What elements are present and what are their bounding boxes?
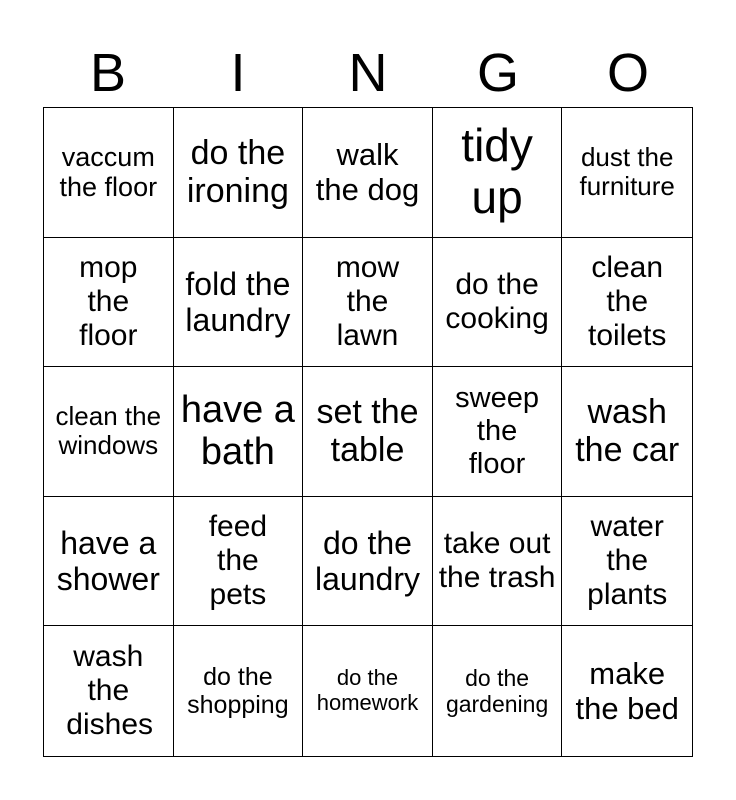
cell-text: take out the trash bbox=[438, 527, 556, 595]
cell-text: wash the car bbox=[575, 393, 680, 470]
bingo-board bbox=[43, 107, 693, 757]
cell-text: do the ironing bbox=[186, 133, 289, 211]
header-letter-g: G bbox=[476, 43, 519, 103]
bingo-cell[interactable] bbox=[562, 367, 692, 497]
bingo-cell[interactable] bbox=[562, 626, 692, 756]
bingo-cell[interactable] bbox=[303, 367, 433, 497]
bingo-cell[interactable] bbox=[433, 108, 563, 238]
cell-text: wash the dishes bbox=[66, 640, 154, 742]
cell-text: mow the lawn bbox=[335, 251, 400, 352]
bingo-cell[interactable] bbox=[174, 108, 304, 238]
cell-text: clean the windows bbox=[55, 401, 162, 461]
cell-text: water the plants bbox=[587, 510, 668, 612]
bingo-cell[interactable] bbox=[562, 108, 692, 238]
bingo-cell[interactable] bbox=[174, 238, 304, 368]
cell-text: do the cooking bbox=[445, 268, 549, 335]
bingo-cell[interactable] bbox=[433, 238, 563, 368]
bingo-cell[interactable] bbox=[303, 626, 433, 756]
bingo-cell[interactable] bbox=[44, 367, 174, 497]
bingo-cell[interactable] bbox=[303, 497, 433, 627]
header-letter-o: O bbox=[606, 43, 649, 103]
cell-text: do the laundry bbox=[315, 524, 420, 598]
bingo-cell[interactable] bbox=[303, 238, 433, 368]
bingo-cell[interactable] bbox=[44, 497, 174, 627]
cell-text: do the shopping bbox=[187, 662, 289, 720]
bingo-cell[interactable] bbox=[433, 367, 563, 497]
header-letter-b: B bbox=[89, 43, 127, 103]
cell-text: clean the toilets bbox=[588, 251, 667, 352]
cell-text: make the bed bbox=[575, 656, 679, 727]
bingo-cell[interactable] bbox=[44, 108, 174, 238]
cell-text: do the gardening bbox=[445, 665, 549, 718]
bingo-cell[interactable] bbox=[303, 108, 433, 238]
bingo-cell[interactable] bbox=[433, 497, 563, 627]
cell-text: have a bath bbox=[180, 388, 295, 474]
cell-text: walk the dog bbox=[315, 137, 420, 208]
cell-text: set the table bbox=[316, 393, 419, 470]
header-letter-i: I bbox=[230, 43, 246, 103]
cell-text: have a shower bbox=[56, 524, 160, 598]
cell-text: vaccum the floor bbox=[59, 141, 158, 203]
cell-text: mop the floor bbox=[79, 251, 138, 352]
cell-text: sweep the floor bbox=[455, 382, 539, 480]
cell-text: feed the pets bbox=[208, 510, 268, 612]
header-letter-n: N bbox=[348, 43, 388, 103]
bingo-header bbox=[43, 40, 693, 106]
cell-text: tidy up bbox=[461, 119, 533, 224]
bingo-cell[interactable] bbox=[562, 238, 692, 368]
bingo-cell[interactable] bbox=[174, 367, 304, 497]
cell-text: do the homework bbox=[316, 665, 419, 716]
bingo-cell[interactable] bbox=[44, 238, 174, 368]
bingo-cell[interactable] bbox=[174, 626, 304, 756]
bingo-cell[interactable] bbox=[44, 626, 174, 756]
bingo-cell[interactable] bbox=[562, 497, 692, 627]
cell-text: fold the laundry bbox=[185, 265, 291, 338]
bingo-cell[interactable] bbox=[174, 497, 304, 627]
bingo-cell[interactable] bbox=[433, 626, 563, 756]
cell-text: dust the furniture bbox=[579, 141, 675, 202]
